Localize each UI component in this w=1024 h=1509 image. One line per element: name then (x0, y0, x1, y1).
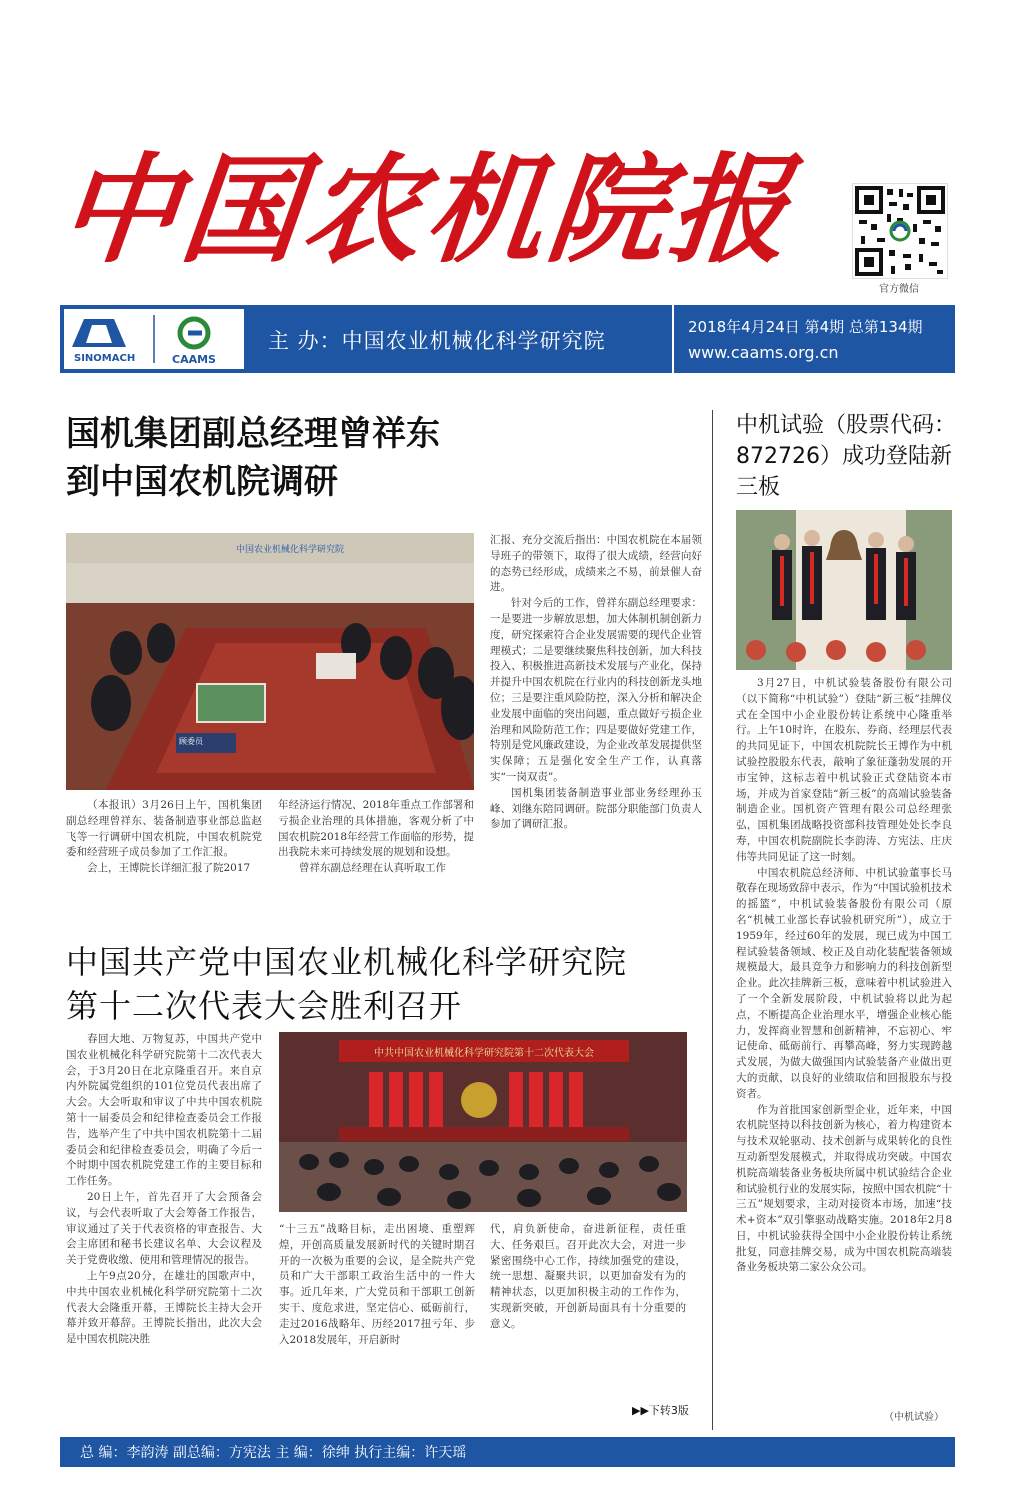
article2-paragraph: 20日上午，首先召开了大会预备会议，与会代表听取了大会筹备工作报告，审议通过了关于代表资格的审查报告、大会主席团和秘书长建议名单、大会议程及关于党费收缴、使用和管理情况的报告。 (66, 1190, 262, 1267)
sinomach-logo: SINOMACH (74, 353, 136, 364)
article2-paragraph: “十三五”战略目标，走出困境、重塑辉煌，开创高质量发展新时代的关键时期召开的一次极为重要的会议，是全院共产党员和广大干部职工政治生活中的一件大事。近几年来，广大党员和干部职工创新实干、度危求进，坚定信心、砥砺前行，走过2016战略年、历经2017扭亏年、步入2018发展年，开启新时 (279, 1223, 475, 1346)
article2-headline-line1: 中国共产党中国农业机械化科学研究院 (66, 943, 628, 981)
sidebar-paragraph: 作为首批国家创新型企业，近年来，中国农机院坚持以科技创新为核心，着力构建资本与技术双轮驱动、技术创新与成果转化的良性互动新型发展模式，并取得成功突破。中国农机院高端装备业务板块所属中机试验结合企业和试验机行业的发展实际，按照中国农机院“十三五”规划要求，主动对接资本市场，加速“技术+资本”双引擎驱动战略实施。2018年2月8日，中机试验获得全国中小企业股份转让系统批复，同意挂牌交易，成为中国农机院高端装备业务板块第二家公众公司。 (736, 1103, 952, 1274)
sidebar-paragraph: 3月27日，中机试验装备股份有限公司（以下简称“中机试验”）登陆“新三板”挂牌仪式在全国中小企业股份转让系统中心隆重举行。上午10时许，在股东、券商、经理层代表的共同见证下，中国农机院院长王博作为中机试验控股股东代表，敲响了象征蓬勃发展的开市宝钟，这标志着中机试验正式登陆资本市场，并成为首家登陆“新三板”的高端试验装备制造企业。国机资产管理有限公司总经理张弘，国机集团战略投资部科技管理处处长李良寿，中国农机院副院长李韵涛、方宪法、庄庆伟等共同见证了这一时刻。 (736, 677, 952, 863)
article2-column-1 (66, 1032, 262, 1348)
article1-headline (66, 410, 686, 506)
sidebar-divider (712, 410, 713, 1430)
article1-paragraph: 针对今后的工作，曾祥东副总经理要求：一是要进一步解放思想，加大体制机制创新力度，研究探索符合企业发展需要的现代企业管理模式；二是要继续聚焦科技创新，加大科技投入、积极推进高新技术发展与产业化，保持并提升中国农机院在行业内的科技创新龙头地位；三是要注重风险防控，深入分析和解决企业发展中面临的突出问题，重点做好亏损企业治理和风险防范工作；四是要做好党建工作，特别是党风廉政建设，为企业改革发展提供坚实保障；五是强化安全生产工作，认真落实“一岗双责”。 (490, 597, 702, 783)
article2-paragraph: 代，肩负新使命，奋进新征程，责任重大、任务艰巨。召开此次大会，对进一步紧密围绕中心工作，持续加强党的建设，统一思想、凝聚共识，以更加奋发有为的精神状态，以更加积极主动的工作作为，实现新突破，开创新局面具有十分重要的意义。 (490, 1223, 686, 1330)
sidebar-headline: 中机试验（股票代码：872726）成功登陆新三板 (736, 413, 957, 500)
article1-paragraph: 会上，王博院长详细汇报了院2017 (87, 862, 251, 875)
article1-paragraph: （本报讯）3月26日上午，国机集团副总经理曾祥东、装备制造事业部总监赵飞等一行调研中国农机院，中国农机院党委和经营班子成员参加了工作汇报。 (66, 799, 262, 859)
bar-divider (672, 305, 674, 373)
article1-photo-banner: 中国农业机械化科学研究院 (236, 545, 345, 555)
article1-paragraph: 曾祥东副总经理在认真听取工作 (299, 862, 446, 875)
continued-on-page-3-link[interactable]: ▶▶下转3版 (632, 1404, 689, 1417)
issue-date: 2018年4月24日 第4期 总第134期 (688, 318, 923, 336)
article2-column-3 (490, 1222, 686, 1333)
article2-headline (66, 940, 706, 1028)
qr-code-icon (852, 183, 948, 279)
article2-photo-banner: 中共中国农业机械化科学研究院第十二次代表大会 (374, 1048, 594, 1059)
article1-paragraph: 年经济运行情况、2018年重点工作部署和亏损企业治理的具体措施，客观分析了中国农机院2018年经营工作面临的形势，提出我院未来可持续发展的规划和设想。 (278, 799, 474, 859)
sidebar-byline: （中机试验） (884, 1412, 944, 1423)
article1-headline-line2: 到中国农机院调研 (66, 462, 338, 502)
article2-paragraph: 上午9点20分，在雄壮的国歌声中，中共中国农业机械化科学研究院第十二次代表大会隆重开幕，王博院长主持大会开幕并致开幕辞。王博院长指出，此次大会是中国农机院决胜 (66, 1269, 262, 1346)
article2-photo (279, 1032, 687, 1212)
website-link[interactable]: www.caams.org.cn (688, 343, 839, 362)
sidebar-body (736, 676, 952, 1276)
article1-photo (66, 533, 474, 790)
caams-logo: CAAMS (172, 353, 216, 366)
qr-caption: 官方微信 (879, 284, 919, 295)
article1-paragraph: 汇报、充分交流后指出：中国农机院在本届领导班子的带领下，取得了很大成绩，经营向好的态势已经形成，成绩来之不易，前景催人奋进。 (490, 534, 702, 594)
article1-column-1 (66, 798, 262, 877)
sidebar-photo (736, 510, 952, 670)
article1-column-3 (490, 533, 702, 833)
sponsor-text: 主 办：中国农业机械化科学研究院 (268, 329, 606, 353)
newspaper-masthead: 中国农机院报 (52, 140, 800, 279)
article2-column-2 (279, 1222, 475, 1348)
article1-headline-line1: 国机集团副总经理曾祥东 (66, 414, 440, 454)
article1-paragraph: 国机集团装备制造事业部业务经理孙玉峰、刘继东陪同调研。院部分职能部门负责人参加了调研汇报。 (490, 786, 702, 831)
article2-paragraph: 春回大地、万物复苏，中国共产党中国农业机械化科学研究院第十二次代表大会，于3月20日在北京隆重召开。来自京内外院属党组织的101位党员代表出席了大会。大会听取和审议了中共中国农机院第十一届委员会和纪律检查委员会工作报告，选举产生了中共中国农机院第十二届委员会和纪律检查委员会，明确了今后一个时期中国农机院党建工作的主要目标和工作任务。 (66, 1033, 262, 1188)
editor-credits: 总 编：李韵涛 副总编：方宪法 主 编：徐绅 执行主编：许天瑶 (80, 1445, 467, 1461)
article2-headline-line2: 第十二次代表大会胜利召开 (66, 987, 463, 1025)
sidebar-paragraph: 中国农机院总经济师、中机试验董事长马敬春在现场致辞中表示，作为“中国试验机技术的摇篮”，中机试验装备股份有限公司（原名“机械工业部长春试验机研究所”），成立于1959年，经过60年的发展，现已成为中国工程试验装备领域、校正及自动化装配装备领域规模最大，最具竞争力和影响力的科技创新型企业。此次挂牌新三板，意味着中机试验进入了一个全新发展阶段，中机试验将以此为起点，不断提高企业治理水平，增强企业核心能力，发挥商业智慧和创新精神，不忘初心、牢记使命、砥砺前行、再攀高峰，努力实现跨越式发展，为做大做强国内试验装备产业做出更大的贡献，以良好的业绩取信和回报股东与投资者。 (736, 866, 952, 1100)
article1-photo-nameplate: 顾委员 (179, 737, 203, 746)
logo-panel (64, 309, 244, 369)
article1-column-2 (278, 798, 474, 877)
